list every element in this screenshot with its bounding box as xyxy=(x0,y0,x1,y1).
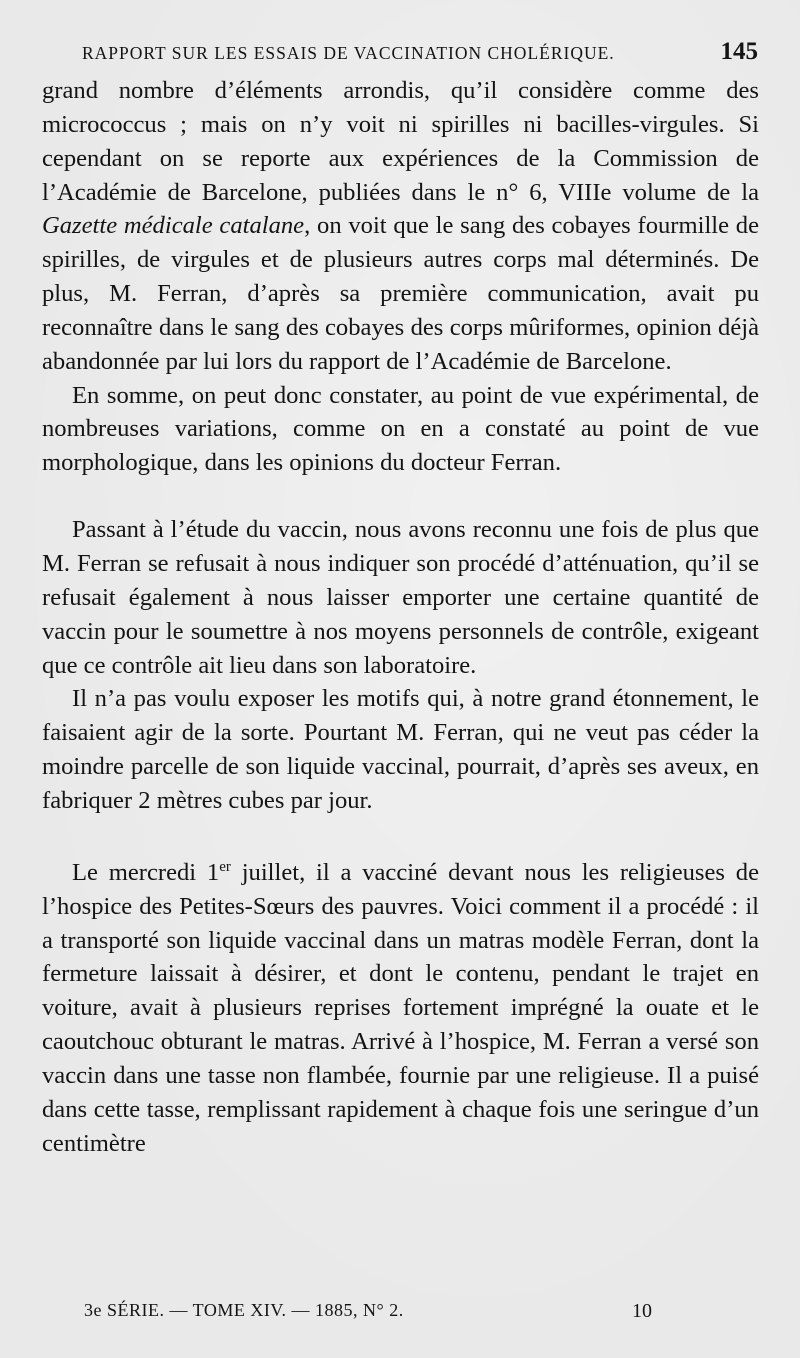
paragraph-5-text: juillet, il a vacciné devant nous les religieuses de l’hospice des Petites-Sœurs des pauvres. Voici comment il a procédé : il a transporté son liquide vaccinal dans un matras modèle Ferran, dont la fermeture laissait à désirer, et dont le contenu, pendant le trajet en voiture, avait à plusieurs reprises fortement imprégné la ouate et le caoutchouc obturant le matras. Arrivé à l’hospice, M. Ferran a versé son vaccin dans une tasse non flambée, fournie par une religieuse. Il a puisé dans cette tasse, remplissant rapidement à chaque fois une seringue d’un centimètre xyxy=(42,858,760,1157)
page-footer xyxy=(84,1300,684,1330)
page-number: 145 xyxy=(720,38,758,65)
ordinal-superscript: er xyxy=(219,858,231,875)
paragraph-4: Il n’a pas voulu exposer les motifs qui, à notre grand étonnement, le faisaient agir de la sorte. Pourtant M. Ferran, qui ne veut pas céder la moindre parcelle de son liquide vaccinal, pourrait, d’après ses aveux, en fabriquer 2 mètres cubes par jour. xyxy=(42,685,759,814)
signature-mark: 10 xyxy=(632,1300,652,1322)
paragraph-3: Passant à l’étude du vaccin, nous avons reconnu une fois de plus que M. Ferran se refusait à nous indiquer son procédé d’atténuation, qu’il se refusait également à nous laisser emporter une certaine quantité de vaccin pour le soumettre à nos moyens personnels de contrôle, exigeant que ce contrôle ait lieu dans son laboratoire. xyxy=(42,516,759,679)
paragraph-5-lead: Le mercredi 1 xyxy=(72,858,220,886)
series-line: 3e SÉRIE. — TOME XIV. — 1885, N° 2. xyxy=(84,1300,404,1320)
body-text xyxy=(42,74,759,1161)
journal-title: Gazette médicale catalane xyxy=(42,212,305,240)
running-head xyxy=(82,38,758,70)
paragraph-1-text: grand nombre d’éléments arrondis, qu’il considère comme des micrococcus ; mais on n’y voit ni spirilles ni bacilles-virgules. Si cependant on se reporte aux expériences de la Commission de l’Académie de Barcelone, publiées dans le n° 6, VIIIe volume de la xyxy=(42,77,759,206)
paragraph-2: En somme, on peut donc constater, au point de vue expérimental, de nombreuses variations, comme on en a constaté au point de vue morphologique, dans les opinions du docteur Ferran. xyxy=(42,381,759,477)
paragraph-1-text-after: , on voit que le sang des cobayes fourmille de spirilles, de virgules et de plusieurs autres corps mal déterminés. De plus, M. Ferran, d’après sa première communication, avait pu reconnaître dans le sang des cobayes des corps mûriformes, opinion déjà abandonnée par lui lors du rapport de l’Académie de Barcelone. xyxy=(42,212,759,375)
paragraph-1 xyxy=(42,74,759,379)
paragraph-5 xyxy=(42,851,759,1161)
running-title: RAPPORT SUR LES ESSAIS DE VACCINATION CHOLÉRIQUE. xyxy=(82,43,615,63)
